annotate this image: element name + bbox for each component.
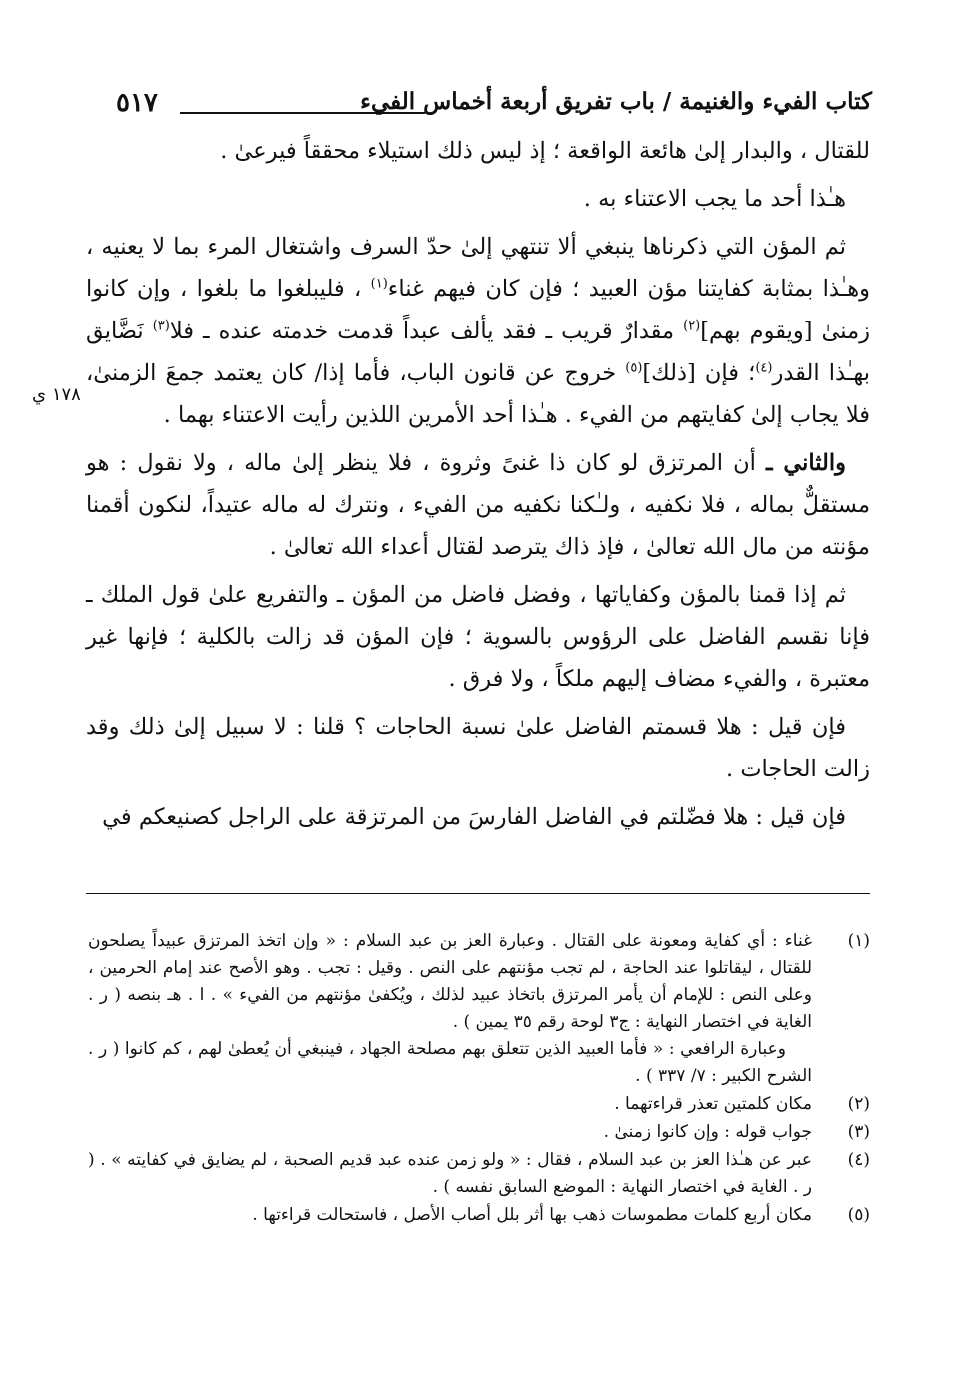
footnotes	[88, 928, 870, 1230]
footnote-3	[88, 1119, 870, 1146]
footnote-divider	[86, 893, 870, 894]
footnote-number: (٥)	[847, 1205, 870, 1225]
footnote-text: مكان أربع كلمات مطموسات ذهب بها أثر بلل أصاب الأصل ، فاستحالت قراءتها .	[252, 1205, 812, 1225]
paragraph-3-part-a: ثم المؤن التي ذكرناها ينبغي ألا تنتهي إلىٰ حدّ السرف واشتغال المرء بما لا يعنيه ، وهـٰذا بمثابة كفايتنا مؤن العبيد ؛ فإن كان فيهم غناء	[86, 234, 870, 302]
footnote-number: (٣)	[847, 1122, 870, 1142]
paragraph-5: ثم إذا قمنا بالمؤن وكفاياتها ، وفضل فاضل من المؤن ـ والتفريع علىٰ قول الملك ـ فإنا نقسم الفاضل على الرؤوس بالسوية ؛ فإن المؤن قد زالت بالكلية ؛ فإنها غير معتبرة ، والفيء مضاف إليهم ملكاً ، ولا فرق .	[86, 582, 870, 692]
margin-folio-note: ١٧٨ ي	[32, 384, 81, 405]
paragraph-1: للقتال ، والبدار إلىٰ هائعة الواقعة ؛ إذ ليس ذلك استيلاء محققاً فيرعىٰ .	[220, 138, 870, 164]
paragraph-3	[86, 226, 870, 436]
paragraph-4-text: أن المرتزق لو كان ذا غنىً وثروة ، فلا ينظر إلىٰ ماله ، ولا نقول : هو مستقلٌّ بماله ، فلا نكفيه ، ولـٰكنا نكفيه من الفيء ، ونترك له ماله عتيداً، لنكون أقمنا مؤنته من مال الله تعالىٰ ، فإذ ذاك يترصد لقتال أعداء الله تعالىٰ .	[86, 450, 870, 560]
paragraph-3-part-d: نَضَّايق بهـٰذا القدر	[86, 318, 871, 386]
footnote-ref-5[interactable]: (٥)	[625, 360, 643, 376]
paragraph-3-part-f: خروج عن قانون الباب، فأما إذا/ كان يعتمد جمعَ الزمنىٰ، فلا يجاب إلىٰ كفايتهم من الفيء . هـٰذا أحد الأمرين اللذين رأيت الاعتناء بهما .	[86, 360, 870, 428]
footnote-text: مكان كلمتين تعذر قراءتهما .	[614, 1094, 812, 1114]
footnote-2	[88, 1091, 870, 1118]
paragraph-3-part-c: مقدارٌ قريب ـ فقد يألف عبداً قدمت خدمته عنده ـ فلا	[169, 318, 684, 344]
running-title: كتاب الفيء والغنيمة / باب تفريق أربعة أخماس الفيء	[360, 88, 872, 115]
paragraph-2: هـٰذا أحد ما يجب الاعتناء به .	[583, 186, 846, 212]
footnote-ref-3[interactable]: (٣)	[152, 318, 170, 334]
running-header	[80, 88, 872, 122]
paragraph-4	[86, 442, 870, 568]
footnote-text: جواب قوله : وإن كانوا زمنىٰ .	[603, 1122, 812, 1142]
footnote-ref-1[interactable]: (١)	[370, 276, 388, 292]
page-number: ٥١٧	[116, 88, 158, 118]
footnote-number: (٢)	[847, 1094, 870, 1114]
paragraph-3-part-b: ، فليبلغوا ما بلغوا ، وإن كانوا زمنىٰ [ويقوم بهم]	[86, 276, 871, 344]
footnote-ref-2[interactable]: (٢)	[683, 318, 701, 334]
footnote-continuation: وعبارة الرافعي : « فأما العبيد الذين تتعلق بهم مصلحة الجهاد ، فينبغي أن يُعطىٰ لهم ، كم كانوا ( ر . الشرح الكبير : ٧/ ٣٣٧ ) .	[88, 1039, 812, 1086]
footnote-number: (١)	[847, 931, 870, 951]
paragraph-4-lead: والثاني ـ	[766, 450, 846, 476]
paragraph-6: فإن قيل : هلا قسمتم الفاضل علىٰ نسبة الحاجات ؟ قلنا : لا سبيل إلىٰ ذلك وقد زالت الحاجات .	[86, 714, 870, 782]
paragraph-3-part-e: ؛ فإن [ذلك]	[642, 360, 756, 386]
footnote-ref-4[interactable]: (٤)	[755, 360, 773, 376]
main-text	[86, 130, 870, 844]
footnote-1	[88, 928, 870, 1090]
footnote-5	[88, 1202, 870, 1229]
footnote-number: (٤)	[847, 1150, 870, 1170]
footnote-text: غناء : أي كفاية ومعونة على القتال . وعبارة العز بن عبد السلام : « وإن اتخذ المرتزق عبيداً يصلحون للقتال ، ليقاتلوا عند الحاجة ، لم تجب مؤنتهم على النص . وقيل : تجب . وهو الأصح عند إمام الحرمين ، وعلى النص : للإمام أن يأمر المرتزق باتخاذ عبيد لذلك ، ويُكفىٰ مؤنتهم من الفيء » . ا . هـ بنصه ( ر . الغاية في اختصار النهاية : ج٣ لوحة رقم ٣٥ يمين ) .	[88, 931, 812, 1032]
paragraph-7: فإن قيل : هلا فضّلتم في الفاضل الفارسَ من المرتزقة على الراجل كصنيعكم في	[102, 804, 846, 830]
footnote-text: عبر عن هـٰذا العز بن عبد السلام ، فقال : « ولو زمن عنده عبد قديم الصحبة ، لم يضايق في كفايته » . ( ر . الغاية في اختصار النهاية : الموضع السابق نفسه ) .	[88, 1150, 812, 1197]
footnote-4	[88, 1147, 870, 1201]
